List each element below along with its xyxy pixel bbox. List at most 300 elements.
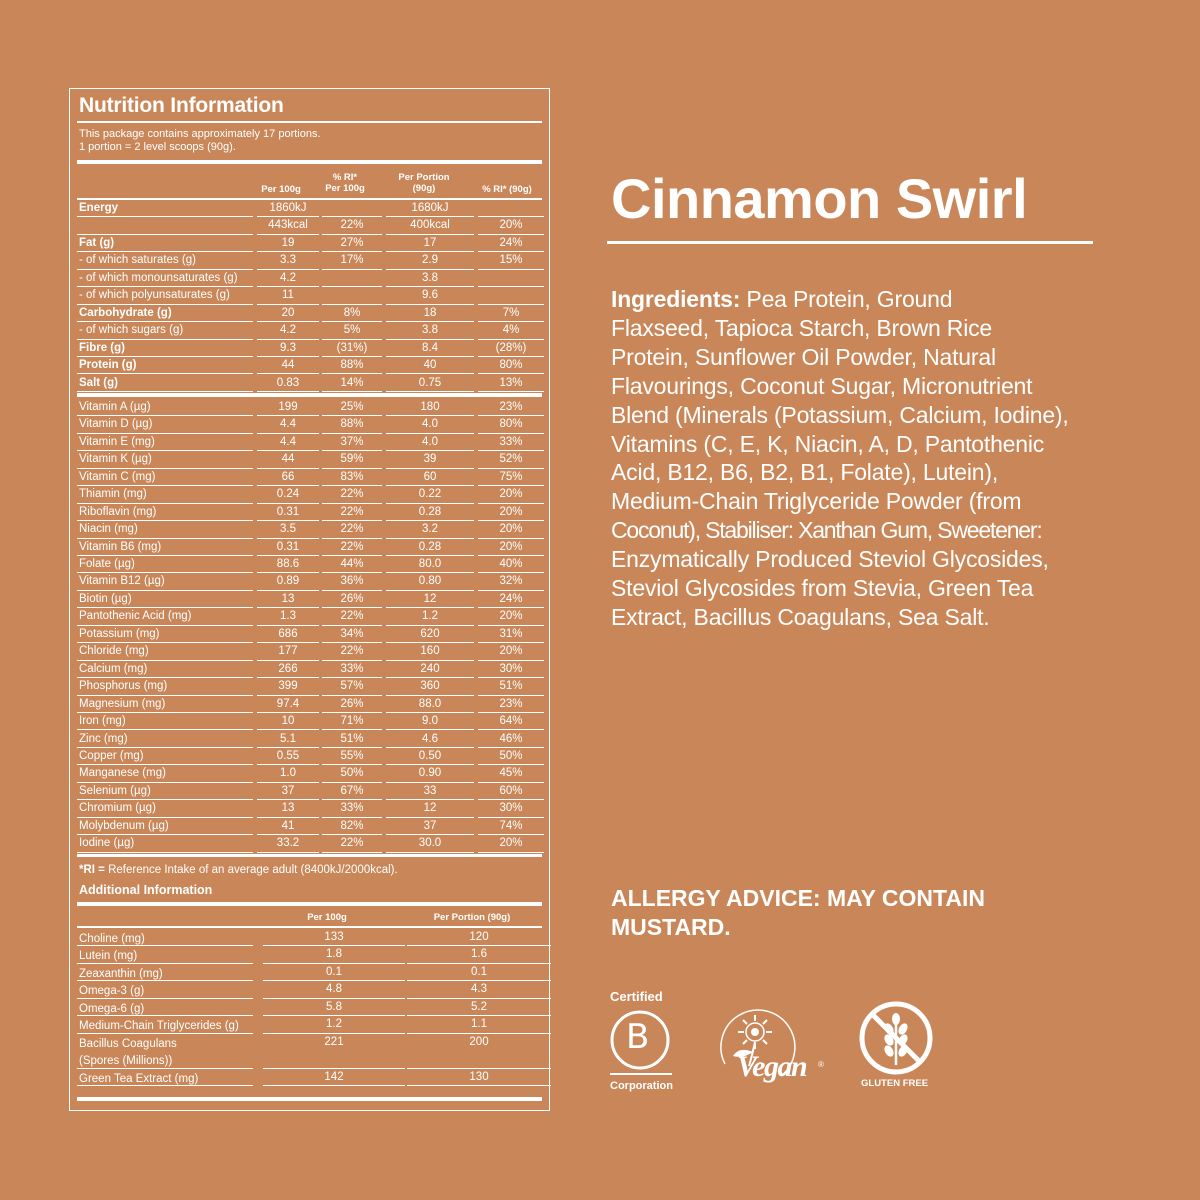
row-cell: 4.3 bbox=[471, 983, 487, 996]
macro-row bbox=[77, 235, 542, 252]
row-cell: 0.89 bbox=[276, 575, 300, 588]
ingredients-line bbox=[611, 285, 1111, 314]
row-cell: 36% bbox=[340, 575, 364, 588]
row-cell: 686 bbox=[278, 627, 298, 640]
row-cell: 177 bbox=[278, 645, 298, 658]
row-rule bbox=[77, 391, 253, 392]
macro-row bbox=[77, 340, 542, 357]
ingredients-line: Enzymatically Produced Steviol Glycosides, bbox=[611, 546, 1049, 573]
row-label: Omega-6 (g) bbox=[79, 1002, 145, 1015]
nutrition-panel bbox=[69, 88, 550, 1111]
row-cell: 2.9 bbox=[422, 254, 438, 267]
row-label: Fibre (g) bbox=[79, 341, 125, 354]
row-cell: 33% bbox=[340, 802, 364, 815]
row-label: Phosphorus (mg) bbox=[79, 680, 168, 693]
vitamin-row bbox=[77, 556, 542, 573]
row-cell: 20 bbox=[281, 306, 295, 319]
row-cell: 46% bbox=[499, 732, 523, 745]
additional-row bbox=[77, 929, 542, 946]
vitamin-row bbox=[77, 765, 542, 782]
row-label: Zinc (mg) bbox=[79, 732, 128, 745]
row-cell: 17% bbox=[340, 254, 364, 267]
ingredients-text bbox=[611, 285, 1111, 632]
row-cell: 44 bbox=[281, 453, 295, 466]
row-cell: 52% bbox=[499, 453, 523, 466]
row-cell: 4.6 bbox=[422, 732, 438, 745]
macro-row bbox=[77, 322, 542, 339]
row-cell: 32% bbox=[499, 575, 523, 588]
intro-line: This package contains approximately 17 portions. bbox=[79, 128, 321, 140]
row-cell: 180 bbox=[420, 400, 440, 413]
additional-row bbox=[77, 964, 542, 981]
row-label: Fat (g) bbox=[79, 236, 115, 249]
footnote-bold: *RI = bbox=[79, 864, 105, 876]
row-cell: 30.0 bbox=[418, 837, 442, 850]
row-rule bbox=[386, 852, 474, 853]
row-cell: 22% bbox=[340, 837, 364, 850]
ingredients-line: Flavourings, Coconut Sugar, Micronutrient bbox=[611, 372, 1033, 399]
row-label: Protein (g) bbox=[79, 359, 137, 372]
row-cell: 83% bbox=[340, 470, 364, 483]
macro-row bbox=[77, 270, 542, 287]
row-cell: 12 bbox=[423, 592, 437, 605]
title-rule bbox=[607, 241, 1093, 244]
row-cell: 266 bbox=[278, 662, 298, 675]
ingredients-line: Extract, Bacillus Coagulans, Sea Salt. bbox=[611, 603, 990, 630]
row-label: Iron (mg) bbox=[79, 715, 126, 728]
row-cell: 1.2 bbox=[326, 1018, 342, 1031]
row-cell: 0.50 bbox=[418, 749, 442, 762]
row-cell: 0.28 bbox=[418, 505, 442, 518]
row-cell: 0.22 bbox=[418, 488, 442, 501]
additional-row bbox=[77, 999, 542, 1016]
row-cell: 3.5 bbox=[280, 523, 296, 536]
row-cell: 13 bbox=[281, 592, 295, 605]
nutrition-intro bbox=[79, 128, 321, 154]
row-cell: 23% bbox=[499, 400, 523, 413]
row-label: Vitamin A (µg) bbox=[79, 400, 151, 413]
row-cell: 0.83 bbox=[276, 376, 300, 389]
row-rule bbox=[322, 852, 382, 853]
row-cell: 50% bbox=[340, 767, 364, 780]
row-label: Thiamin (mg) bbox=[79, 488, 147, 501]
row-cell: 22% bbox=[340, 505, 364, 518]
row-label: Carbohydrate (g) bbox=[79, 306, 172, 319]
row-cell: 11 bbox=[282, 289, 294, 302]
row-cell: 26% bbox=[340, 697, 364, 710]
row-cell: 26% bbox=[340, 592, 364, 605]
row-cell: 0.80 bbox=[418, 575, 442, 588]
row-cell: 5% bbox=[343, 324, 361, 337]
vitamin-row bbox=[77, 713, 542, 730]
row-cell: 30% bbox=[499, 802, 523, 815]
ingredients-line-text: Pea Protein, Ground bbox=[740, 286, 953, 312]
ingredients-line: Flaxseed, Tapioca Starch, Brown Rice bbox=[611, 314, 993, 341]
vitamin-row bbox=[77, 451, 542, 468]
row-label: Manganese (mg) bbox=[79, 767, 166, 780]
row-cell: 14% bbox=[340, 376, 364, 389]
row-rule bbox=[257, 852, 319, 853]
bcorp-certified-text: Certified bbox=[610, 989, 663, 1004]
row-cell: 23% bbox=[499, 697, 523, 710]
row-cell: 22% bbox=[340, 523, 364, 536]
row-cell: 0.1 bbox=[471, 965, 487, 978]
row-cell: 88% bbox=[340, 359, 364, 372]
row-label: Potassium (mg) bbox=[79, 627, 160, 640]
row-label: - of which monounsaturates (g) bbox=[79, 271, 238, 284]
row-cell: 4.2 bbox=[280, 324, 296, 337]
intro-line: 1 portion = 2 level scoops (90g). bbox=[79, 141, 236, 153]
row-cell: 22% bbox=[340, 610, 364, 623]
row-label: Omega-3 (g) bbox=[79, 985, 145, 998]
row-cell: 33% bbox=[499, 435, 523, 448]
row-label: Vitamin K (µg) bbox=[79, 453, 152, 466]
row-cell: 0.28 bbox=[418, 540, 442, 553]
row-label: Vitamin B12 (µg) bbox=[79, 575, 165, 588]
row-label: Green Tea Extract (mg) bbox=[79, 1072, 199, 1085]
additional-row bbox=[77, 1016, 542, 1033]
row-rule bbox=[77, 1085, 253, 1086]
row-cell: 37 bbox=[423, 819, 437, 832]
row-cell: 20% bbox=[499, 610, 523, 623]
row-label: - of which saturates (g) bbox=[79, 254, 196, 267]
row-cell: 8% bbox=[343, 306, 361, 319]
row-label: Salt (g) bbox=[79, 376, 118, 389]
row-cell: 20% bbox=[499, 488, 523, 501]
row-cell: 4% bbox=[502, 324, 520, 337]
row-label: Magnesium (mg) bbox=[79, 697, 166, 710]
gluten-free-text: GLUTEN FREE bbox=[861, 1078, 929, 1089]
row-cell: 55% bbox=[340, 749, 364, 762]
row-cell: 1.1 bbox=[471, 1018, 487, 1031]
row-rule bbox=[322, 391, 382, 392]
row-cell: 142 bbox=[324, 1070, 344, 1083]
macro-row bbox=[77, 252, 542, 269]
row-label: Molybdenum (µg) bbox=[79, 819, 169, 832]
row-label: Niacin (mg) bbox=[79, 523, 138, 536]
rule bbox=[77, 121, 542, 123]
macro-row bbox=[77, 305, 542, 322]
energy-row bbox=[77, 200, 542, 217]
row-cell: 5.1 bbox=[280, 732, 296, 745]
row-cell: 1.8 bbox=[326, 948, 342, 961]
nutrition-title: Nutrition Information bbox=[79, 94, 284, 117]
vitamin-row bbox=[77, 835, 542, 852]
row-label: Chloride (mg) bbox=[79, 645, 149, 658]
row-cell: 12 bbox=[423, 802, 437, 815]
additional-row bbox=[77, 1069, 542, 1086]
row-cell: 0.1 bbox=[326, 965, 342, 978]
row-cell: 9.6 bbox=[422, 289, 438, 302]
row-label: Energy bbox=[79, 202, 118, 214]
row-label: Lutein (mg) bbox=[79, 950, 138, 963]
row-label: Medium-Chain Triglycerides (g) bbox=[79, 1020, 239, 1033]
additional-row bbox=[77, 946, 542, 963]
bcorp-corporation-text: Corporation bbox=[610, 1080, 673, 1092]
ingredients-heading: Ingredients: bbox=[611, 286, 741, 312]
row-cell: 88.6 bbox=[276, 558, 300, 570]
ingredients-line: Vitamins (C, E, K, Niacin, A, D, Pantothenic bbox=[611, 430, 1045, 457]
row-cell: 22% bbox=[340, 219, 364, 232]
row-cell: 360 bbox=[420, 680, 440, 693]
row-cell: (28%) bbox=[495, 341, 527, 354]
row-cell: 4.2 bbox=[280, 271, 296, 284]
row-label: Calcium (mg) bbox=[79, 662, 148, 675]
header-ri-100g bbox=[313, 172, 377, 194]
vitamin-row bbox=[77, 469, 542, 486]
rule-thick bbox=[77, 1097, 542, 1101]
row-cell: 4.8 bbox=[326, 983, 342, 996]
row-cell: 0.55 bbox=[276, 749, 300, 762]
row-cell: 1.6 bbox=[471, 948, 487, 961]
row-cell: 51% bbox=[499, 680, 523, 693]
additional-row bbox=[77, 981, 542, 998]
row-cell: 22% bbox=[340, 645, 364, 658]
row-cell: 240 bbox=[420, 662, 440, 675]
gluten-free-icon bbox=[857, 999, 935, 1077]
header-line: Per 100g bbox=[325, 183, 365, 194]
row-cell: 120 bbox=[469, 931, 489, 943]
row-cell: 31% bbox=[499, 627, 523, 640]
row-cell: 5.2 bbox=[471, 1000, 487, 1013]
row-label: Choline (mg) bbox=[79, 933, 145, 945]
row-cell: 33% bbox=[340, 662, 364, 675]
row-rule bbox=[263, 1085, 405, 1086]
row-cell: 1.0 bbox=[280, 767, 296, 780]
row-cell: 8.4 bbox=[422, 341, 438, 354]
row-cell: 160 bbox=[420, 645, 440, 658]
header-ri-portion: % RI* (90g) bbox=[482, 184, 532, 195]
row-cell: 67% bbox=[340, 784, 364, 797]
allergy-line: ALLERGY ADVICE: MAY CONTAIN bbox=[611, 885, 985, 911]
row-cell: 71% bbox=[340, 715, 364, 728]
row-cell: 33.2 bbox=[276, 837, 300, 850]
vitamin-row bbox=[77, 748, 542, 765]
footnote-text: Reference Intake of an average adult (8400kJ/2000kcal). bbox=[104, 864, 398, 876]
row-cell: 400kcal bbox=[410, 219, 450, 232]
additional-header-per-portion: Per Portion (90g) bbox=[433, 912, 511, 923]
vitamin-row bbox=[77, 661, 542, 678]
row-cell: 44% bbox=[340, 558, 364, 570]
header-line: Per Portion bbox=[398, 172, 450, 183]
allergy-line: MUSTARD. bbox=[611, 914, 731, 940]
row-label: Folate (µg) bbox=[79, 558, 135, 570]
row-label: Vitamin E (mg) bbox=[79, 435, 155, 448]
row-cell: 13% bbox=[499, 376, 523, 389]
row-cell: 9.0 bbox=[422, 715, 438, 728]
row-cell: 0.31 bbox=[276, 505, 300, 518]
row-label: Chromium (µg) bbox=[79, 802, 156, 815]
row-label: Selenium (µg) bbox=[79, 784, 151, 797]
row-cell: 4.0 bbox=[422, 418, 438, 431]
row-label: Copper (mg) bbox=[79, 749, 144, 762]
row-rule bbox=[478, 391, 544, 392]
rule-thick bbox=[77, 854, 542, 857]
row-cell: 0.24 bbox=[276, 488, 300, 501]
row-cell: 0.75 bbox=[418, 376, 442, 389]
vitamin-row bbox=[77, 678, 542, 695]
vitamin-row bbox=[77, 696, 542, 713]
row-cell: 51% bbox=[340, 732, 364, 745]
row-cell: 60% bbox=[499, 784, 523, 797]
macro-row bbox=[77, 357, 542, 374]
row-cell: 40% bbox=[499, 558, 523, 570]
row-cell: 620 bbox=[420, 627, 440, 640]
row-label: Vitamin B6 (mg) bbox=[79, 540, 162, 553]
vegan-registered-mark: ® bbox=[818, 1060, 824, 1069]
vitamin-row bbox=[77, 539, 542, 556]
row-cell: 88.0 bbox=[418, 697, 442, 710]
bcorp-letter: B bbox=[626, 1017, 650, 1057]
row-cell: 37% bbox=[340, 435, 364, 448]
row-cell: 13 bbox=[281, 802, 295, 815]
row-label: Pantothenic Acid (mg) bbox=[79, 610, 192, 623]
row-cell: 59% bbox=[340, 453, 364, 466]
row-cell: 27% bbox=[340, 236, 364, 249]
additional-row bbox=[77, 1034, 542, 1069]
vitamin-row bbox=[77, 573, 542, 590]
row-cell: 80.0 bbox=[418, 558, 442, 570]
row-cell: 37 bbox=[281, 784, 295, 797]
vitamin-row bbox=[77, 731, 542, 748]
row-cell: 1.2 bbox=[422, 610, 438, 623]
vitamin-row bbox=[77, 434, 542, 451]
row-cell: 3.3 bbox=[280, 254, 296, 267]
row-cell: 88% bbox=[340, 418, 364, 431]
row-cell: 0.90 bbox=[418, 767, 442, 780]
vitamin-row bbox=[77, 416, 542, 433]
header-per-100g: Per 100g bbox=[261, 184, 301, 195]
vitamin-row bbox=[77, 504, 542, 521]
row-cell: 22% bbox=[340, 488, 364, 501]
vitamin-row bbox=[77, 521, 542, 538]
row-cell: 39 bbox=[423, 453, 437, 466]
row-cell: 15% bbox=[499, 254, 523, 267]
row-cell: 80% bbox=[499, 418, 523, 431]
additional-info-title: Additional Information bbox=[79, 883, 213, 897]
vitamin-row bbox=[77, 818, 542, 835]
row-cell: 199 bbox=[278, 400, 298, 413]
row-cell: 3.8 bbox=[422, 324, 438, 337]
row-cell: 1680kJ bbox=[411, 202, 449, 214]
row-cell: 74% bbox=[499, 819, 523, 832]
ingredients-line: Medium-Chain Triglyceride Powder (from bbox=[611, 488, 1022, 515]
row-cell: 4.4 bbox=[280, 435, 296, 448]
vitamin-row bbox=[77, 800, 542, 817]
row-rule bbox=[257, 391, 319, 392]
row-cell: 133 bbox=[324, 931, 344, 943]
row-cell: 64% bbox=[499, 715, 523, 728]
row-cell: 75% bbox=[499, 470, 523, 483]
row-cell: 57% bbox=[340, 680, 364, 693]
rule bbox=[77, 926, 542, 928]
vitamin-row bbox=[77, 643, 542, 660]
row-cell: 24% bbox=[499, 236, 523, 249]
ingredients-line: Protein, Sunflower Oil Powder, Natural bbox=[611, 343, 996, 370]
row-label: Bacillus Coagulans (Spores (Millions)) bbox=[79, 1037, 177, 1068]
row-label: Riboflavin (mg) bbox=[79, 505, 157, 518]
row-label: Biotin (µg) bbox=[79, 592, 132, 605]
row-cell: 19 bbox=[281, 236, 295, 249]
row-cell: 44 bbox=[281, 359, 295, 372]
row-cell: (31%) bbox=[336, 341, 368, 354]
row-cell: 1860kJ bbox=[269, 202, 307, 214]
row-cell: 24% bbox=[499, 592, 523, 605]
vegan-text: Vegan bbox=[737, 1050, 807, 1083]
row-cell: 20% bbox=[499, 219, 523, 232]
header-line: (90g) bbox=[412, 183, 436, 194]
vitamin-row bbox=[77, 486, 542, 503]
vitamin-row bbox=[77, 399, 542, 416]
row-cell: 17 bbox=[423, 236, 437, 249]
row-cell: 5.8 bbox=[326, 1000, 342, 1013]
rule-thick bbox=[77, 393, 542, 397]
row-cell: 3.2 bbox=[422, 523, 438, 536]
row-cell: 30% bbox=[499, 662, 523, 675]
vitamin-row bbox=[77, 626, 542, 643]
row-label: Vitamin D (µg) bbox=[79, 418, 153, 431]
row-cell: 0.31 bbox=[276, 540, 300, 553]
row-cell: 443kcal bbox=[268, 219, 308, 232]
row-cell: 20% bbox=[499, 645, 523, 658]
row-cell: 20% bbox=[499, 505, 523, 518]
row-label: Iodine (µg) bbox=[79, 837, 135, 850]
row-cell: 97.4 bbox=[276, 697, 300, 710]
row-cell: 399 bbox=[278, 680, 298, 693]
row-cell: 20% bbox=[499, 837, 523, 850]
ingredients-line: Blend (Minerals (Potassium, Calcium, Iodine), bbox=[611, 401, 1069, 428]
ingredients-line: Steviol Glycosides from Stevia, Green Tea bbox=[611, 575, 1034, 602]
row-cell: 9.3 bbox=[280, 341, 296, 354]
row-cell: 45% bbox=[499, 767, 523, 780]
row-rule bbox=[478, 852, 544, 853]
row-rule bbox=[407, 1085, 551, 1086]
row-cell: 1.3 bbox=[280, 610, 296, 623]
rule-thick bbox=[77, 902, 542, 906]
header-line: % RI* bbox=[332, 172, 358, 183]
product-title: Cinnamon Swirl bbox=[611, 167, 1028, 230]
allergy-advice bbox=[611, 884, 985, 942]
row-cell: 20% bbox=[499, 540, 523, 553]
row-cell: 22% bbox=[340, 540, 364, 553]
ingredients-line: Acid, B12, B6, B2, B1, Folate), Lutein), bbox=[611, 459, 999, 486]
row-cell: 66 bbox=[281, 470, 295, 483]
macro-row bbox=[77, 287, 542, 304]
energy-kcal-row bbox=[77, 217, 542, 234]
row-cell: 40 bbox=[423, 359, 437, 372]
row-cell: 60 bbox=[423, 470, 437, 483]
row-cell: 25% bbox=[340, 400, 364, 413]
ri-footnote bbox=[79, 864, 398, 876]
row-cell: 4.4 bbox=[280, 418, 296, 431]
row-label: Zeaxanthin (mg) bbox=[79, 967, 163, 980]
row-cell: 200 bbox=[469, 1035, 489, 1048]
additional-header-per-100g: Per 100g bbox=[307, 912, 347, 923]
row-cell: 3.8 bbox=[422, 271, 438, 284]
header-per-portion bbox=[379, 172, 469, 194]
row-label: Vitamin C (mg) bbox=[79, 470, 156, 483]
row-cell: 34% bbox=[340, 627, 364, 640]
rule-thick bbox=[77, 160, 542, 164]
row-cell: 4.0 bbox=[422, 435, 438, 448]
row-cell: 33 bbox=[423, 784, 437, 797]
row-cell: 10 bbox=[281, 715, 295, 728]
vitamin-row bbox=[77, 783, 542, 800]
row-cell: 7% bbox=[502, 306, 520, 319]
row-cell: 82% bbox=[340, 819, 364, 832]
row-cell: 130 bbox=[469, 1070, 489, 1083]
row-cell: 221 bbox=[324, 1035, 344, 1048]
